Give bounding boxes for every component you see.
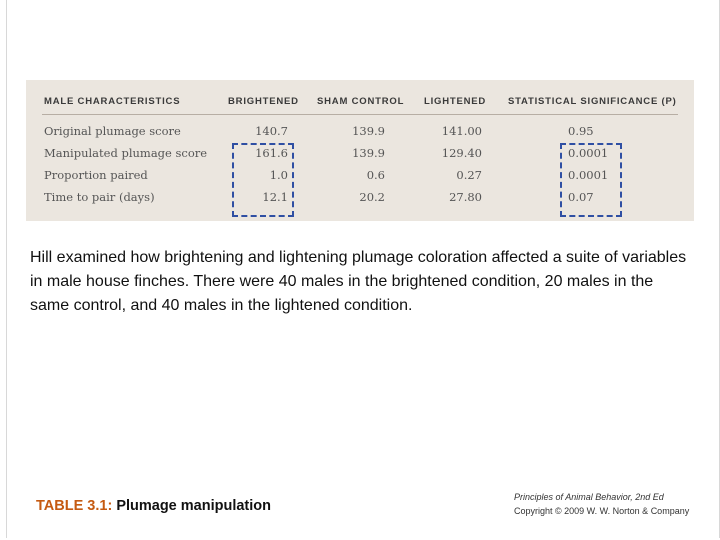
sham-control-value: 0.6 (366, 168, 385, 182)
lightened-value: 141.00 (441, 124, 482, 138)
sham-control-value: 139.9 (352, 124, 385, 138)
table-name: Plumage manipulation (116, 498, 271, 514)
lightened-value: 129.40 (441, 146, 482, 160)
significance-highlight-box (560, 143, 622, 217)
table-number: TABLE 3.1: (36, 498, 113, 514)
sham-control-value: 20.2 (359, 190, 385, 204)
lightened-value: 27.80 (449, 190, 482, 204)
caption-text: Hill examined how brightening and lightening plumage coloration affected a suite of variables in male house finches. There were 40 males in the brightened condition, 20 males in the same control, and 40 males in the lightened condition. (30, 249, 687, 314)
sham-control-value: 139.9 (352, 146, 385, 160)
header-brightened: BRIGHTENED (228, 96, 299, 107)
header-male-characteristics: MALE CHARACTERISTICS (44, 96, 181, 107)
significance-value: 0.0001 (568, 146, 609, 160)
row-label: Proportion paired (44, 168, 148, 182)
significance-value: 0.07 (568, 190, 594, 204)
header-lightened: LIGHTENED (424, 96, 487, 107)
header-sham-control: SHAM CONTROL (317, 96, 405, 107)
header-statistical-significance: STATISTICAL SIGNIFICANCE (P) (508, 96, 677, 107)
brightened-value: 161.6 (255, 146, 288, 160)
row-label: Original plumage score (44, 124, 181, 138)
lightened-value: 0.27 (456, 168, 482, 182)
row-label: Manipulated plumage score (44, 146, 208, 160)
brightened-value: 140.7 (255, 124, 288, 138)
book-title: Principles of Animal Behavior, 2nd Ed (514, 492, 664, 502)
copyright-credit (514, 490, 694, 518)
row-label: Time to pair (days) (44, 190, 155, 204)
brightened-value: 12.1 (262, 190, 288, 204)
brightened-highlight-box (232, 143, 294, 217)
brightened-value: 1.0 (269, 168, 288, 182)
table-title (36, 498, 271, 514)
data-table (26, 80, 694, 221)
copyright-line: Copyright © 2009 W. W. Norton & Company (514, 506, 690, 516)
header-divider (42, 114, 678, 115)
significance-value: 0.95 (568, 124, 594, 138)
significance-value: 0.0001 (568, 168, 609, 182)
